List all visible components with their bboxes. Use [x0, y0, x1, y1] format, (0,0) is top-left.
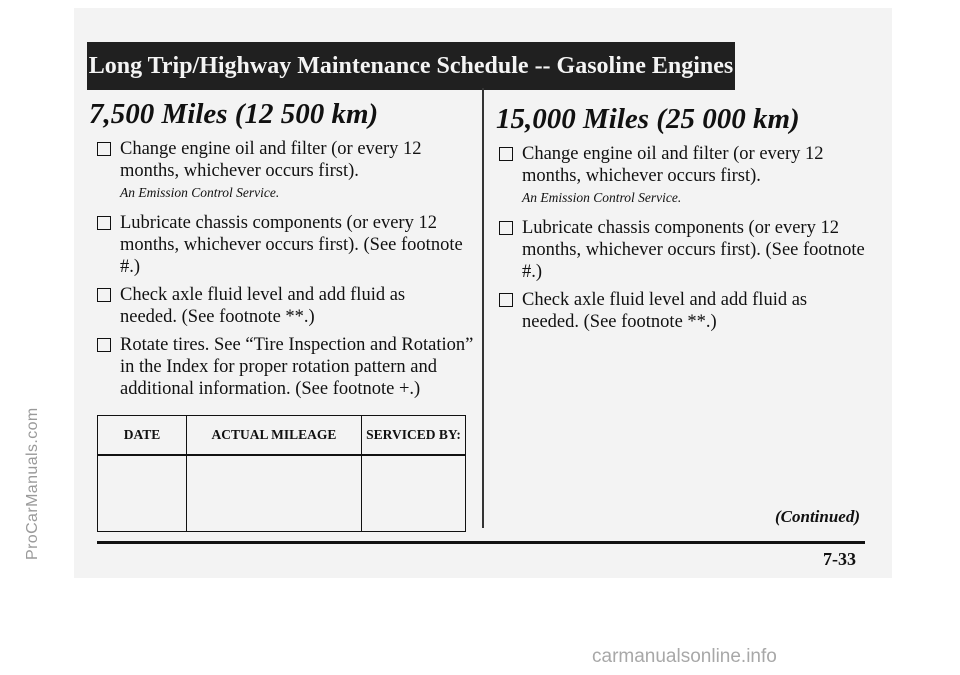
- left-section-heading: 7,500 Miles (12 500 km): [89, 98, 379, 130]
- column-divider: [482, 88, 484, 528]
- mileage-column-header: ACTUAL MILEAGE: [187, 416, 362, 456]
- footer-rule: [97, 541, 865, 544]
- emission-note: An Emission Control Service.: [120, 185, 280, 200]
- schedule-banner: Long Trip/Highway Maintenance Schedule -- Gasoline Engines: [87, 42, 735, 90]
- item-text: Lubricate chassis components (or every 12 months, whichever occurs first). (See footnote #.): [522, 218, 865, 282]
- item-text: Check axle fluid level and add fluid as needed. (See footnote **.): [120, 285, 406, 327]
- mileage-entry-cell[interactable]: [187, 455, 362, 532]
- continued-label: (Continued): [775, 507, 861, 526]
- checkbox[interactable]: [97, 142, 111, 156]
- checkbox[interactable]: [97, 216, 111, 230]
- page-number: 7-33: [823, 549, 856, 569]
- right-section: [499, 143, 865, 339]
- checkbox[interactable]: [499, 293, 513, 307]
- checklist-item: [499, 143, 852, 187]
- right-section-heading: 15,000 Miles (25 000 km): [496, 103, 800, 135]
- checkbox[interactable]: [97, 288, 111, 302]
- table-row: [98, 455, 466, 532]
- item-text: Rotate tires. See “Tire Inspection and Rotation” in the Index for proper rotation pattern and additional information. (See footnote +.): [120, 335, 474, 399]
- checkbox[interactable]: [499, 221, 513, 235]
- checkbox[interactable]: [499, 147, 513, 161]
- checklist-item: [499, 289, 855, 333]
- item-text: Change engine oil and filter (or every 12 months, whichever occurs first).: [522, 144, 824, 186]
- serviced-by-column-header: SERVICED BY:: [362, 416, 466, 456]
- checklist-item: [97, 284, 453, 328]
- emission-note: An Emission Control Service.: [522, 190, 682, 205]
- watermark-bottom: carmanualsonline.info: [592, 646, 777, 667]
- table-header-row: [98, 416, 466, 456]
- checklist-item: [97, 334, 475, 400]
- item-text: Check axle fluid level and add fluid as needed. (See footnote **.): [522, 290, 808, 332]
- watermark-left: ProCarManuals.com: [24, 407, 41, 560]
- checklist-item: [499, 217, 867, 283]
- checklist-item: [97, 212, 475, 278]
- checklist-item: [97, 138, 456, 182]
- serviced-by-entry-cell[interactable]: [362, 455, 466, 532]
- date-entry-cell[interactable]: [98, 455, 187, 532]
- item-text: Lubricate chassis components (or every 12 months, whichever occurs first). (See footnote #.): [120, 213, 463, 277]
- date-column-header: DATE: [98, 416, 187, 456]
- checkbox[interactable]: [97, 338, 111, 352]
- service-record-table: [97, 415, 466, 532]
- left-section: [97, 138, 472, 406]
- item-text: Change engine oil and filter (or every 12 months, whichever occurs first).: [120, 139, 422, 181]
